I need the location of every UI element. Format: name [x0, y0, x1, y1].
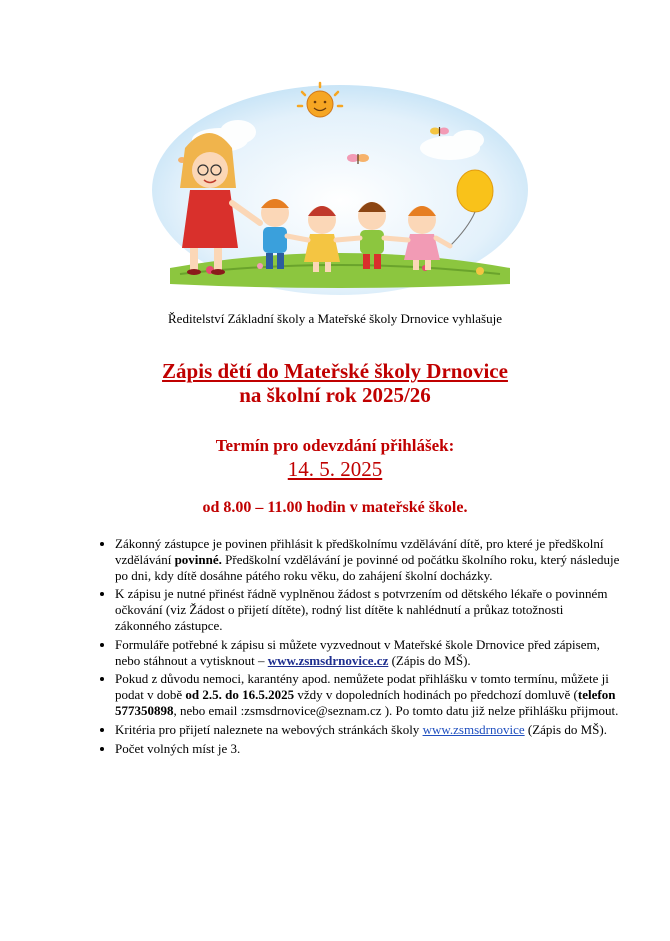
school-website-link-2[interactable]: www.zsmsdrnovice	[422, 721, 525, 737]
announcement-intro: Ředitelství Základní školy a Mateřské školy Drnovice vyhlašuje	[168, 311, 502, 326]
office-hours: od 8.00 – 11.00 hodin v mateřské škole.	[202, 499, 468, 516]
list-item: • Kritéria pro přijetí naleznete na webových stránkách školy www.zsmsdrnovice (Zápis do MŠ).	[115, 722, 621, 738]
title-line-2: na školní rok 2025/26	[239, 383, 431, 407]
list-item: • Počet volných míst je 3.	[115, 741, 621, 757]
list-item: • K zápisu je nutné přinést řádně vyplněnou žádost s potvrzením od dětského lékaře o povinném očkování (viz Žádost o přijetí dítěte), rodný list dítěte k nahlédnutí a průkaz totožnosti zákonného zástupce.	[115, 586, 621, 633]
school-website-link[interactable]: www.zsmsdrnovice.cz	[267, 652, 389, 668]
list-item: • Zákonný zástupce je povinen přihlásit k předškolnímu vzdělávání dítě, pro které je předškolní vzdělávání povinné. Předškolní vzdělávání je povinné od počátku školního roku, který následuje po dni, kdy dítě dosáhne pátého roku věku, do zahájení školní docházky.	[115, 536, 621, 583]
kindergarten-illustration	[150, 78, 530, 300]
list-item: • Pokud z důvodu nemoci, karantény apod. nemůžete podat přihlášku v tomto termínu, můžete ji podat v době od 2.5. do 16.5.2025 vždy v dopoledních hodinách po předchozí domluvě (telefon 577350898, nebo email :zsmsdrnovice@seznam.cz ). Po tomto datu již nelze přihlášku přijmout.	[115, 671, 621, 718]
deadline-label: Termín pro odevzdání přihlášek:	[215, 436, 455, 455]
deadline-date: 14. 5. 2025	[287, 457, 383, 481]
rules-list	[88, 536, 621, 759]
title-line-1: Zápis dětí do Mateřské školy Drnovice	[162, 359, 508, 383]
page-title	[0, 359, 670, 407]
list-item: • Formuláře potřebné k zápisu si můžete vyzvednout v Mateřské škole Drnovice před zápisem, nebo stáhnout a vytisknout – www.zsmsdrnovice.cz (Zápis do MŠ).	[115, 637, 621, 669]
